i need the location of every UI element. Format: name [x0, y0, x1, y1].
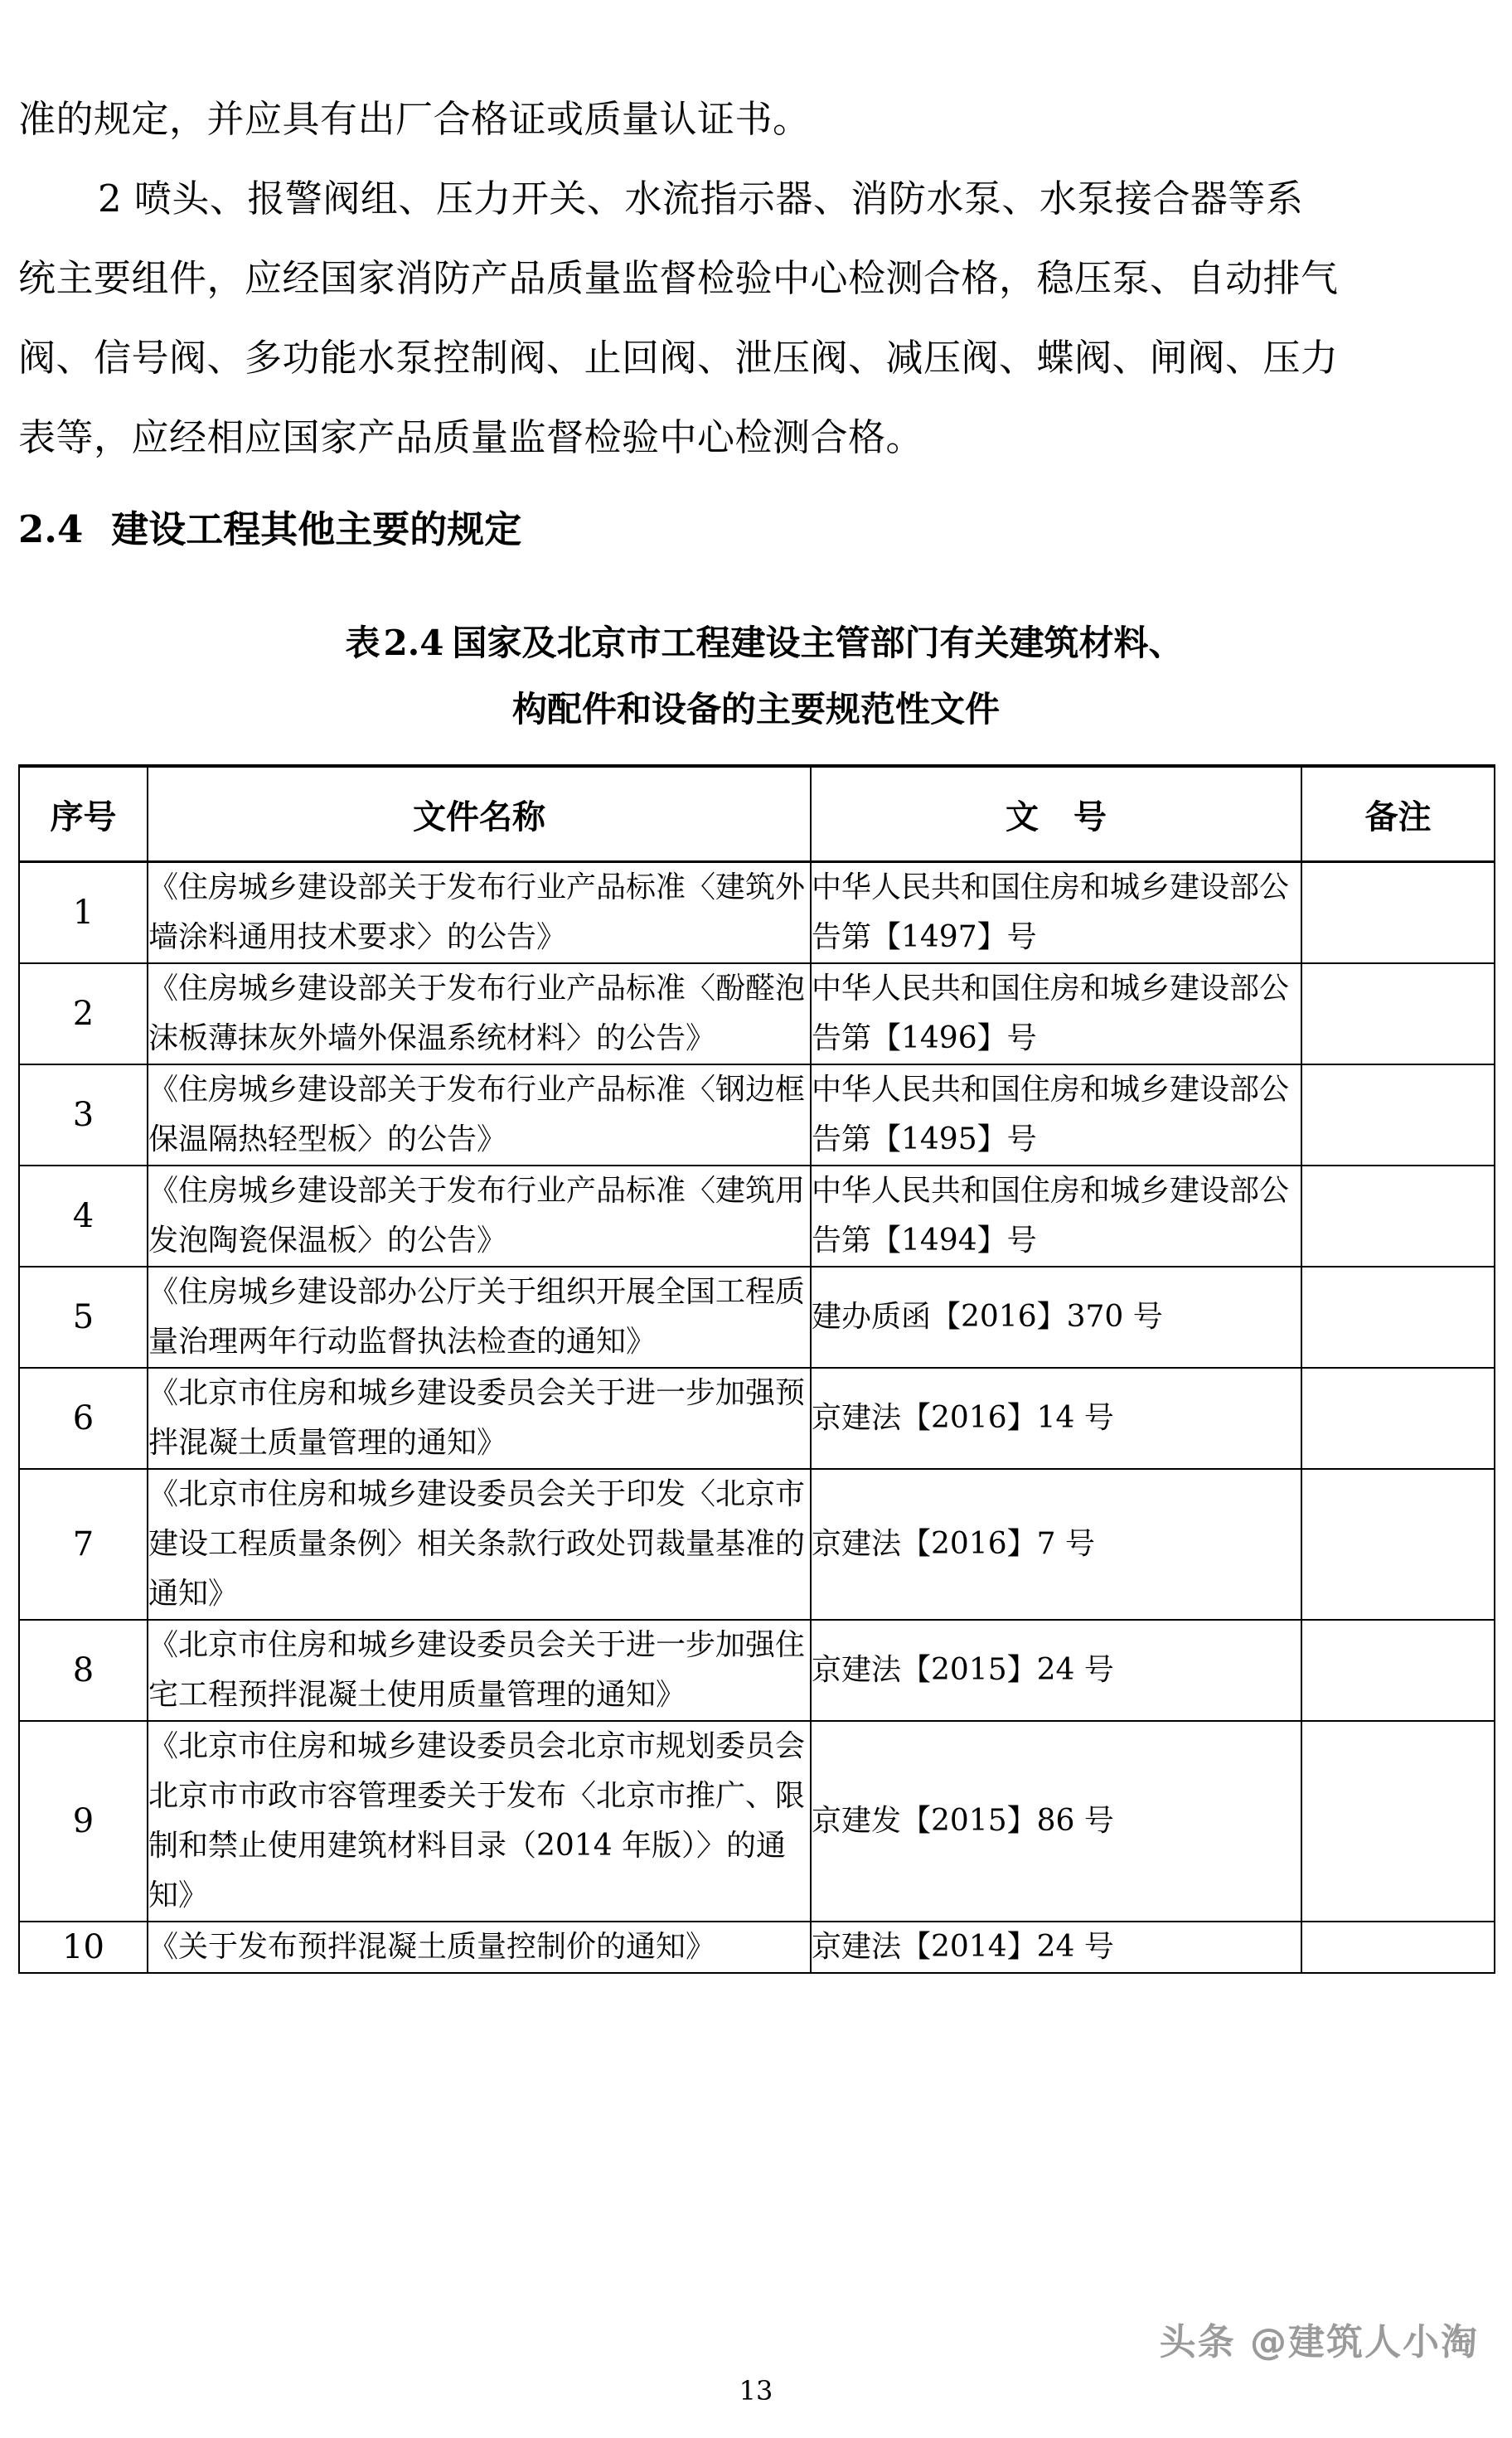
body-text-block [18, 0, 1494, 477]
cell-note [1301, 1064, 1495, 1166]
cell-note [1301, 862, 1495, 964]
cell-document-name: 《住房城乡建设部关于发布行业产品标准〈建筑用发泡陶瓷保温板〉的公告》 [148, 1166, 811, 1267]
cell-document-name: 《住房城乡建设部关于发布行业产品标准〈建筑外墙涂料通用技术要求〉的公告》 [148, 862, 811, 964]
cell-note [1301, 963, 1495, 1064]
table-row [19, 963, 1495, 1064]
cell-note [1301, 1620, 1495, 1721]
cell-document-name: 《北京市住房和城乡建设委员会北京市规划委员会北京市市政市容管理委关于发布〈北京市推广、限制和禁止使用建筑材料目录（2014 年版）〉的通知》 [148, 1721, 811, 1922]
table-row [19, 1368, 1495, 1469]
paragraph-line: 阀、信号阀、多功能水泵控制阀、止回阀、泄压阀、减压阀、蝶阀、闸阀、压力 [18, 336, 1339, 380]
cell-note [1301, 1469, 1495, 1620]
table-row [19, 1922, 1495, 1973]
page-number: 13 [739, 2375, 773, 2406]
section-number: 2.4 [18, 507, 84, 551]
cell-no: 2 [19, 963, 148, 1064]
table-caption-line-2: 构配件和设备的主要规范性文件 [511, 689, 1000, 729]
regulatory-documents-table [18, 764, 1495, 1974]
table-header-row [19, 766, 1495, 862]
cell-note [1301, 1922, 1495, 1973]
table-row [19, 1721, 1495, 1922]
cell-no: 7 [19, 1469, 148, 1620]
caption-number: 2.4 [383, 623, 444, 663]
cell-note [1301, 1166, 1495, 1267]
cell-document-name: 《北京市住房和城乡建设委员会关于进一步加强住宅工程预拌混凝土使用质量管理的通知》 [148, 1620, 811, 1721]
cell-document-name: 《住房城乡建设部关于发布行业产品标准〈钢边框保温隔热轻型板〉的公告》 [148, 1064, 811, 1166]
column-header-name: 文件名称 [148, 766, 811, 862]
cell-document-number: 建办质函【2016】370 号 [811, 1267, 1301, 1368]
section-heading [18, 492, 1494, 567]
column-header-no: 序号 [19, 766, 148, 862]
table-row [19, 1166, 1495, 1267]
cell-note [1301, 1368, 1495, 1469]
column-header-note: 备注 [1301, 766, 1495, 862]
table-row [19, 1620, 1495, 1721]
cell-document-name: 《住房城乡建设部关于发布行业产品标准〈酚醛泡沫板薄抹灰外墙外保温系统材料〉的公告》 [148, 963, 811, 1064]
cell-document-number: 中华人民共和国住房和城乡建设部公告第【1496】号 [811, 963, 1301, 1064]
table-row [19, 1064, 1495, 1166]
cell-no: 9 [19, 1721, 148, 1922]
cell-no: 4 [19, 1166, 148, 1267]
cell-document-number: 京建法【2014】24 号 [811, 1922, 1301, 1973]
cell-document-number: 京建法【2016】7 号 [811, 1469, 1301, 1620]
watermark: 头条 @建筑人小淘 [1159, 2321, 1479, 2363]
cell-no: 6 [19, 1368, 148, 1469]
caption-text-1: 国家及北京市工程建设主管部门有关建筑材料、 [452, 623, 1184, 663]
cell-no: 3 [19, 1064, 148, 1166]
table-row [19, 1267, 1495, 1368]
caption-prefix: 表 [345, 623, 380, 663]
cell-note [1301, 1721, 1495, 1922]
cell-no: 8 [19, 1620, 148, 1721]
cell-no: 10 [19, 1922, 148, 1973]
table-caption [18, 610, 1494, 743]
cell-document-number: 京建发【2015】86 号 [811, 1721, 1301, 1922]
cell-document-name: 《北京市住房和城乡建设委员会关于印发〈北京市建设工程质量条例〉相关条款行政处罚裁量基准的通知》 [148, 1469, 811, 1620]
table-row [19, 862, 1495, 964]
table-caption-line-1 [18, 610, 1494, 676]
paragraph-line: 统主要组件，应经国家消防产品质量监督检验中心检测合格，稳压泵、自动排气 [18, 256, 1339, 300]
cell-no: 1 [19, 862, 148, 964]
cell-document-name: 《北京市住房和城乡建设委员会关于进一步加强预拌混凝土质量管理的通知》 [148, 1368, 811, 1469]
cell-document-number: 中华人民共和国住房和城乡建设部公告第【1495】号 [811, 1064, 1301, 1166]
cell-document-name: 《住房城乡建设部办公厅关于组织开展全国工程质量治理两年行动监督执法检查的通知》 [148, 1267, 811, 1368]
cell-document-number: 中华人民共和国住房和城乡建设部公告第【1494】号 [811, 1166, 1301, 1267]
paragraph-line: 准的规定，并应具有出厂合格证或质量认证书。 [18, 97, 811, 141]
paragraph-line: 表等，应经相应国家产品质量监督检验中心检测合格。 [18, 415, 924, 459]
paragraph-line: 2 喷头、报警阀组、压力开关、水流指示器、消防水泵、水泵接合器等系 [98, 177, 1304, 221]
cell-note [1301, 1267, 1495, 1368]
cell-document-name: 《关于发布预拌混凝土质量控制价的通知》 [148, 1922, 811, 1973]
section-title: 建设工程其他主要的规定 [111, 507, 522, 551]
column-header-number: 文 号 [811, 766, 1301, 862]
cell-document-number: 京建法【2015】24 号 [811, 1620, 1301, 1721]
cell-document-number: 京建法【2016】14 号 [811, 1368, 1301, 1469]
cell-no: 5 [19, 1267, 148, 1368]
cell-document-number: 中华人民共和国住房和城乡建设部公告第【1497】号 [811, 862, 1301, 964]
table-row [19, 1469, 1495, 1620]
